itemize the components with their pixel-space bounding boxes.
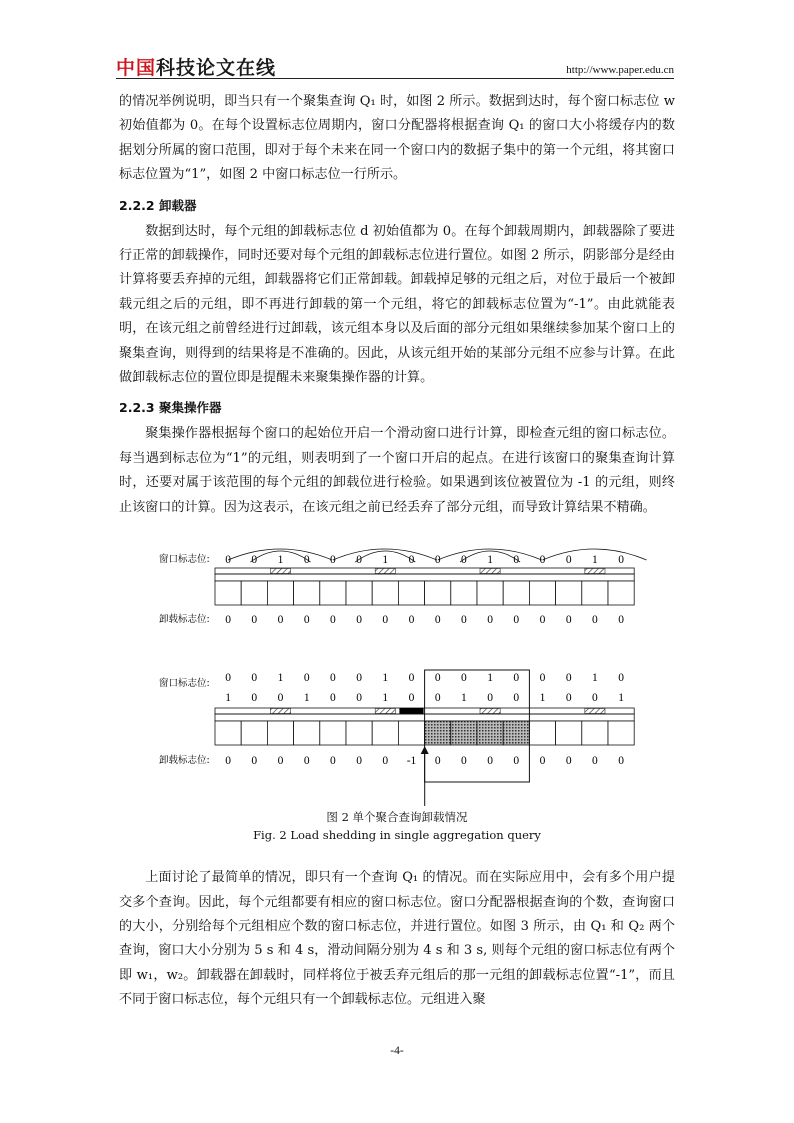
- window-bit: 0: [251, 554, 258, 567]
- window-bit: 0: [434, 554, 441, 567]
- unload-bit: 0: [382, 755, 389, 768]
- bottom-grid-cell: [503, 721, 529, 745]
- top-grid-cell: [503, 581, 529, 605]
- top-grid-cell: [346, 581, 372, 605]
- unload-bit: 0: [330, 614, 336, 627]
- window-bit-row1: 0: [251, 672, 258, 685]
- window-bit-row1: 0: [513, 672, 520, 685]
- top-grid-cell: [372, 581, 398, 605]
- load-shedding-diagram: [119, 544, 675, 808]
- top-grid-cell: [425, 581, 451, 605]
- window-flag-label: 窗口标志位:: [159, 678, 210, 690]
- top-grid-cell: [320, 581, 346, 605]
- window-bit: 0: [408, 554, 415, 567]
- unload-bit: 0: [565, 755, 572, 768]
- figure-2: [119, 544, 675, 808]
- top-grid-cell: [241, 581, 267, 605]
- paragraph-4: 上面讨论了最简单的情况，即只有一个查询 Q₁ 的情况。而在实际应用中，会有多个用户提交多个查询。因此，每个元组都要有相应的窗口标志位。窗口分配器根据查询的个数，查询窗口的大小，分别给每个元组相应个数的窗口标志位，并进行置位。如图 3 所示，由 Q₁ 和 Q₂ 两个查询，窗口大小分别为 5 s 和 4 s，滑动间隔分别为 4 s 和 3 s, 则每个元组的窗口标志位有两个即 w₁，w₂。卸载器在卸载时，同样将位于被丢弃元组后的那一元组的卸载标志位置“-1”，而且不同于窗口标志位，每个元组只有一个卸载标志位。元组进入聚: [119, 870, 675, 1008]
- bottom-grid-cell: [241, 721, 267, 745]
- window-bit-row2: 0: [251, 692, 258, 705]
- bottom-grid-cell: [451, 721, 477, 745]
- window-bit: 0: [330, 554, 336, 567]
- window-bit: 0: [303, 554, 310, 567]
- bottom-grid-cell: [215, 721, 241, 745]
- window-bit-row1: 1: [382, 672, 389, 685]
- window-bit-row2: 0: [330, 692, 336, 705]
- window-bit-row2: 1: [539, 692, 546, 705]
- bottom-grid-cell: [477, 721, 503, 745]
- top-grid-cell: [608, 581, 634, 605]
- bottom-grid-black: [399, 708, 423, 714]
- figure-caption-en: Fig. 2 Load shedding in single aggregation query: [253, 828, 541, 843]
- top-grid-cell: [294, 581, 320, 605]
- header-rule: [116, 78, 674, 79]
- unload-bit: 0: [513, 614, 520, 627]
- window-bit-row2: 1: [225, 692, 231, 705]
- bottom-grid-cell: [346, 721, 372, 745]
- top-grid-cell: [529, 581, 555, 605]
- top-grid-cell: [398, 581, 424, 605]
- bottom-grid-cell: [556, 721, 582, 745]
- unload-bit: 0: [539, 614, 546, 627]
- window-bit-row2: 1: [303, 692, 310, 705]
- window-bit: 0: [225, 554, 231, 567]
- unload-bit: -1: [406, 755, 417, 768]
- window-bit-row1: 0: [565, 672, 572, 685]
- top-grid-hatch: [375, 569, 395, 574]
- window-bit-row2: 0: [592, 692, 598, 705]
- window-bit-row2: 0: [487, 692, 493, 705]
- page-body: [119, 90, 675, 1013]
- window-bit-row1: 0: [408, 672, 415, 685]
- unload-bit: 0: [461, 755, 467, 768]
- window-bit-row1: 0: [356, 672, 362, 685]
- top-grid-hatch: [480, 569, 500, 574]
- top-grid-cell: [215, 581, 241, 605]
- top-grid-cell: [556, 581, 582, 605]
- unload-bit: 0: [539, 755, 546, 768]
- unload-bit: 0: [303, 755, 310, 768]
- section-heading-2-2-3: 2.2.3 聚集操作器: [119, 400, 222, 416]
- window-bit-row1: 0: [330, 672, 336, 685]
- bottom-grid-hatch: [270, 709, 290, 714]
- unload-bit: 0: [461, 614, 467, 627]
- unload-bit: 0: [251, 755, 258, 768]
- window-bit-row2: 0: [565, 692, 572, 705]
- window-bit: 0: [461, 554, 467, 567]
- bottom-grid-cell: [608, 721, 634, 745]
- window-bit-row1: 1: [487, 672, 493, 685]
- unload-bit: 0: [382, 614, 389, 627]
- bottom-grid-cell: [267, 721, 293, 745]
- pointer-arrow-head: [421, 746, 429, 754]
- window-flag-label: 窗口标志位:: [159, 554, 210, 566]
- unload-bit: 0: [487, 614, 493, 627]
- window-bit: 0: [539, 554, 546, 567]
- top-grid-band2: [215, 574, 634, 581]
- window-bit-row2: 0: [277, 692, 284, 705]
- bottom-grid-cell: [294, 721, 320, 745]
- figure-caption-cn: 图 2 单个聚合查询卸载情况: [326, 810, 468, 825]
- top-grid-cell: [477, 581, 503, 605]
- bottom-grid-cell: [372, 721, 398, 745]
- window-bit-row2: 0: [513, 692, 520, 705]
- unload-bit: 0: [277, 614, 284, 627]
- bottom-grid-cell: [320, 721, 346, 745]
- window-bit: 0: [356, 554, 362, 567]
- page-number: -4-: [390, 1045, 404, 1057]
- window-bit-row1: 0: [539, 672, 546, 685]
- bottom-grid-cell: [425, 721, 451, 745]
- window-bit: 0: [565, 554, 572, 567]
- unload-bit: 0: [592, 614, 598, 627]
- top-grid-cell: [451, 581, 477, 605]
- unload-bit: 0: [618, 755, 624, 768]
- window-bit-row2: 0: [356, 692, 362, 705]
- unload-bit: 0: [618, 614, 624, 627]
- top-grid-hatch: [270, 569, 290, 574]
- window-bit-row1: 0: [434, 672, 441, 685]
- paragraph-1: 的情况举例说明，即当只有一个聚集查询 Q₁ 时，如图 2 所示。数据到达时，每个窗口标志位 w 初始值都为 0。在每个设置标志位周期内，窗口分配器将根据查询 Q₁ 的窗口大小将缓存内的数据划分所属的窗口范围，即对于每个未来在同一个窗口内的数据子集中的第一个元组，将其窗口标志位置为“1”，如图 2 中窗口标志位一行所示。: [119, 94, 675, 183]
- section-heading-2-2-2: 2.2.2 卸载器: [119, 197, 197, 213]
- unload-bit: 0: [303, 614, 310, 627]
- unload-bit: 0: [225, 755, 231, 768]
- window-bit: 1: [487, 554, 493, 567]
- header-url[interactable]: http://www.paper.edu.cn: [566, 64, 674, 76]
- top-grid-hatch: [585, 569, 605, 574]
- window-bit-row1: 1: [592, 672, 598, 685]
- window-bit-row2: 1: [618, 692, 624, 705]
- bottom-grid-cell: [529, 721, 555, 745]
- unload-flag-label: 卸载标志位:: [159, 755, 210, 767]
- unload-bit: 0: [592, 755, 598, 768]
- window-bit-row2: 0: [434, 692, 441, 705]
- bottom-grid-hatch: [480, 709, 500, 714]
- unload-bit: 0: [330, 755, 336, 768]
- window-bit: 0: [618, 554, 624, 567]
- unload-bit: 0: [356, 614, 362, 627]
- unload-bit: 0: [408, 614, 415, 627]
- unload-bit: 0: [434, 755, 441, 768]
- unload-bit: 0: [434, 614, 441, 627]
- top-grid-cell: [267, 581, 293, 605]
- window-bit: 1: [382, 554, 389, 567]
- top-grid-cell: [582, 581, 608, 605]
- unload-bit: 0: [513, 755, 520, 768]
- unload-bit: 0: [356, 755, 362, 768]
- window-bit: 1: [277, 554, 284, 567]
- window-bit-row2: 1: [461, 692, 467, 705]
- unload-bit: 0: [225, 614, 231, 627]
- paragraph-2: 数据到达时，每个元组的卸载标志位 d 初始值都为 0。在每个卸载周期内，卸载器除了要进行正常的卸载操作，同时还要对每个元组的卸载标志位进行置位。如图 2 所示，阴影部分是经由计算将要丢弃掉的元组，卸载器将它们正常卸载。卸载掉足够的元组之后，对位于最后一个被卸载元组之后的元组，即不再进行卸载的第一个元组，将它的卸载标志位置为“-1”。由此就能表明，在该元组之前曾经进行过卸载，该元组本身以及后面的部分元组如果继续参加某个窗口上的聚集查询，则得到的结果将是不准确的。因此，从该元组开始的某部分元组不应参与计算。在此做卸载标志位的置位即是提醒未来聚集操作器的计算。: [119, 223, 675, 386]
- bottom-grid-hatch: [585, 709, 605, 714]
- window-bit-row1: 1: [277, 672, 284, 685]
- window-bit-row1: 0: [303, 672, 310, 685]
- window-bit-row1: 0: [618, 672, 624, 685]
- unload-bit: 0: [565, 614, 572, 627]
- window-bit-row2: 0: [408, 692, 415, 705]
- bottom-grid-cell: [582, 721, 608, 745]
- window-bit-row1: 0: [461, 672, 467, 685]
- paragraph-3: 聚集操作器根据每个窗口的起始位开启一个滑动窗口进行计算，即检查元组的窗口标志位。每当遇到标志位为“1”的元组，则表明到了一个窗口开启的起点。在进行该窗口的聚集查询计算时，还要对属于该范围的每个元组的卸载位进行检验。如果遇到该位被置位为 -1 的元组，则终止该窗口的计算。因为这表示，在该元组之前已经丢弃了部分元组，而导致计算结果不精确。: [119, 426, 675, 515]
- unload-flag-label: 卸载标志位:: [159, 614, 210, 626]
- window-bit-row1: 0: [225, 672, 231, 685]
- unload-bit: 0: [277, 755, 284, 768]
- window-bit-row2: 1: [382, 692, 389, 705]
- bottom-grid-cell: [398, 721, 424, 745]
- bottom-grid-hatch: [375, 709, 395, 714]
- window-bit: 0: [513, 554, 520, 567]
- window-bit: 1: [592, 554, 598, 567]
- unload-bit: 0: [251, 614, 258, 627]
- site-logo: 中国科技论文在线: [116, 57, 277, 79]
- unload-bit: 0: [487, 755, 493, 768]
